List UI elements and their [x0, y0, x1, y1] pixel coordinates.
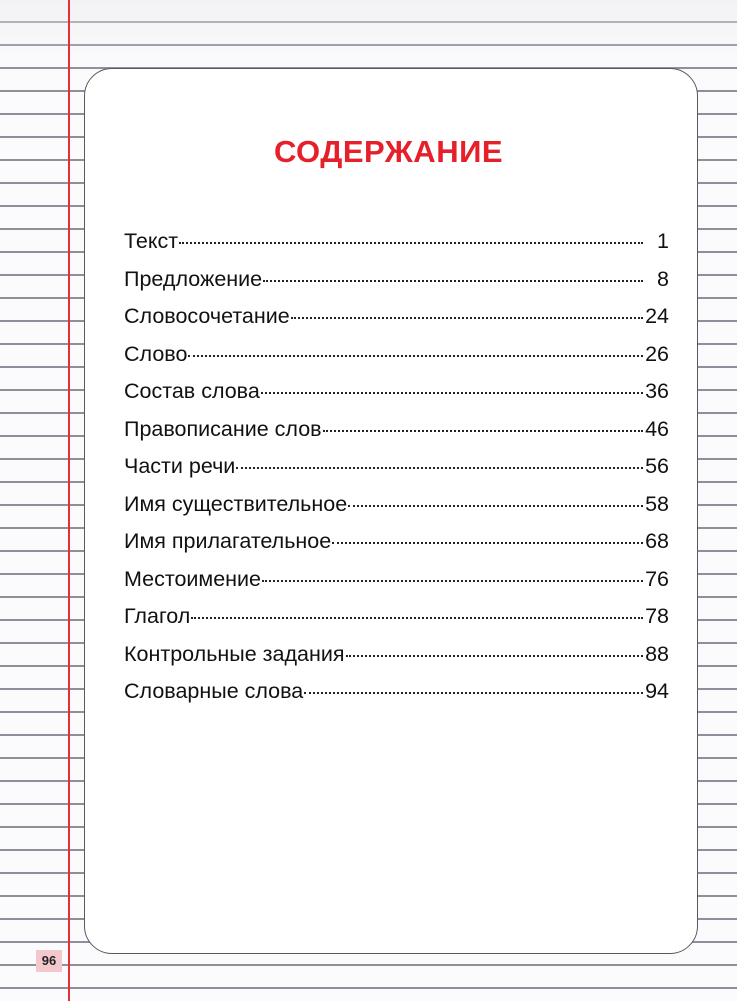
- toc-entry-page: 76: [645, 566, 669, 591]
- toc-leader-dots: [332, 542, 643, 544]
- toc-entry-page: 58: [645, 491, 669, 516]
- toc-entry-page: 8: [657, 266, 669, 291]
- toc-entry-label: Имя существительное: [124, 491, 348, 516]
- toc-entry[interactable]: [124, 561, 669, 599]
- toc-leader-dots: [263, 280, 643, 282]
- toc-entry[interactable]: [124, 523, 669, 561]
- toc-entry[interactable]: [124, 636, 669, 674]
- toc-entry[interactable]: [124, 598, 669, 636]
- toc-entry-label: Правописание слов: [124, 416, 322, 441]
- toc-entry[interactable]: [124, 673, 669, 711]
- toc-entry-label: Состав слова: [124, 379, 260, 403]
- toc-entry-label: Местоимение: [124, 566, 262, 591]
- toc-entry[interactable]: [124, 448, 669, 486]
- toc-leader-dots: [191, 617, 643, 619]
- toc-entry-label: Контрольные задания: [124, 641, 345, 666]
- toc-leader-dots: [323, 430, 643, 432]
- toc-leader-dots: [179, 242, 643, 244]
- toc-entry-page: 24: [645, 304, 669, 328]
- toc-entry-label: Имя прилагательное: [124, 529, 332, 553]
- toc-entry-page: 78: [645, 604, 669, 628]
- toc-entry-page: 94: [645, 679, 669, 703]
- toc-entry-page: 26: [645, 341, 669, 366]
- toc-entry-label: Части речи: [124, 454, 236, 478]
- toc-entry-page: 56: [645, 454, 669, 478]
- toc-entry[interactable]: [124, 298, 669, 336]
- table-of-contents: [124, 223, 669, 711]
- toc-leader-dots: [291, 317, 643, 319]
- toc-entry-page: 46: [645, 416, 669, 441]
- toc-leader-dots: [188, 355, 643, 357]
- toc-entry-page: 68: [645, 529, 669, 553]
- toc-leader-dots: [236, 467, 643, 469]
- toc-leader-dots: [346, 655, 644, 657]
- toc-entry[interactable]: [124, 223, 669, 261]
- toc-entry[interactable]: [124, 486, 669, 524]
- toc-entry-label: Текст: [124, 229, 179, 253]
- toc-entry[interactable]: [124, 373, 669, 411]
- toc-entry-page: 36: [645, 379, 669, 403]
- toc-entry[interactable]: [124, 261, 669, 299]
- page-title: СОДЕРЖАНИЕ: [273, 134, 504, 169]
- toc-entry-label: Слово: [124, 341, 188, 366]
- toc-entry[interactable]: [124, 336, 669, 374]
- toc-entry-page: 88: [645, 641, 669, 666]
- toc-leader-dots: [261, 392, 643, 394]
- bleed-through-shade: [0, 0, 737, 70]
- toc-entry[interactable]: [124, 411, 669, 449]
- toc-leader-dots: [348, 505, 643, 507]
- toc-entry-page: 1: [657, 229, 669, 253]
- toc-entry-label: Глагол: [124, 604, 191, 628]
- toc-leader-dots: [304, 692, 643, 694]
- toc-leader-dots: [262, 580, 643, 582]
- toc-entry-label: Предложение: [124, 266, 263, 291]
- toc-entry-label: Словарные слова: [124, 679, 304, 703]
- toc-entry-label: Словосочетание: [124, 304, 290, 328]
- page-number-badge: 96: [36, 950, 62, 972]
